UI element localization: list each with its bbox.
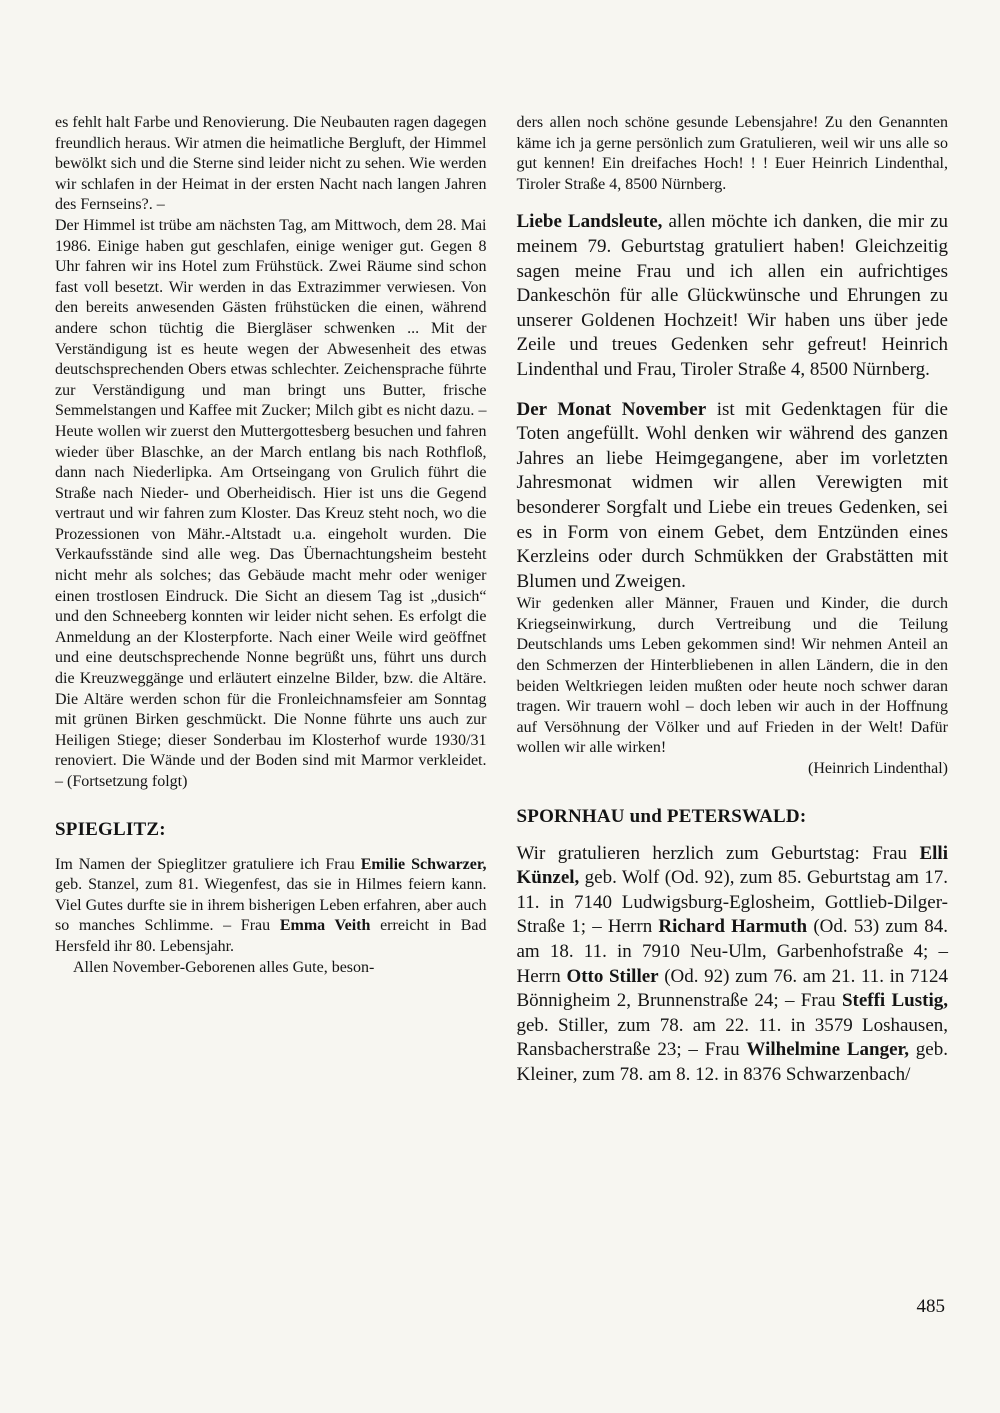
text-segment: (Od. 53) zum 84. am 18. 11. in 7910 Neu-Ulm, Garbenhofstraße 4; – Herrn: [516, 916, 948, 987]
section-heading-spornhau: SPORNHAU und PETERSWALD:: [516, 805, 807, 827]
person-name: Emma Veith: [279, 917, 371, 935]
person-name: Steffi Lustig,: [841, 990, 948, 1012]
text-segment: geb. Stiller, zum 78. am 22. 11. in 3579 Loshausen, Ransbacherstraße 23; – Frau: [516, 1014, 948, 1061]
person-name: Otto Stiller: [566, 965, 659, 987]
paragraph-continuation: [517, 113, 949, 195]
text-segment: allen möchte ich danken, die mir zu meinem 79. Geburtstag gratuliert haben! Gleichzeitig sagen meine Frau und ich allen ein aufrichtiges Dankeschön für alle Glückwünsche und Ehrungen zu unserer Goldenen Hochzeit! Wir haben uns über jede Zeile und treues Gedenken sehr gefreut! Heinrich Lindenthal und Frau, Tiroler Straße 4, 8500 Nürnberg.: [516, 211, 948, 380]
text-segment: geb. Stanzel, zum 81. Wiegenfest, das sie in Hilmes feiern kann. Viel Gutes durfte sie in ihrem bisherigen Leben erfahren, aber auch so manches Schlimme. – Frau: [55, 876, 487, 935]
text-segment: Der Himmel ist trübe am nächsten Tag, am Mittwoch, dem 28. Mai 1986. Einige haben gut geschlafen, einige weniger gut. Gegen 8 Uhr fahren wir ins Hotel zum Frühstück. Zwei Räume sind schon fast voll besetzt. Wir werden in das Extrazimmer verwiesen. Von den bereits anwesenden Gästen frühstücken die einen, während andere schon tüchtig die Biergläser schwenken ... Mit der Verständigung ist es heute wegen der Abwesenheit des etwas deutschsprechenden Obers etwas schlechter. Zeichensprache führte zur Verständigung und man bringt uns Butter, frische Semmelstangen und Kaffee mit Zucker; Milch gibt es nicht dazu. – Heute wollen wir zuerst den Muttergottesberg besuchen und fahren wieder über Blaschke, an der March entlang bis nach Rothfloß, dann nach Niederlipka. Am Ortseingang von Grulich führt die Straße nach Nieder- und Oberheidisch. Hier ist uns die Gegend vertraut und wir fahren zum Kloster. Das Kreuz steht noch, wo die Prozessionen von Mähr.-Altstadt u.a. eingeholt wurden. Die Verkaufsstände sind alle weg. Das Übernachtungsheim besteht nicht mehr als solches; das Gebäude macht mehr oder weniger einen trostlosen Eindruck. Die Sicht an diesem Tag ist „dusich“ und den Schneeberg konnten wir leider nicht sehen. Es erfolgt die Anmeldung an der Klosterpforte. Nach einer Weile wird geöffnet und eine deutschsprechende Nonne begrüßt uns, führt uns durch die Kreuzweggänge und erläutert einzelne Bilder, bzw. die Altäre. Die Altäre werden schon für die Fronleichnamsfeier am Sonntag mit grünen Birken geschmückt. Die Nonne führte uns auch zur Heiligen Stiege; dieser Sonderbau im Klosterhof wurde 1930/31 renoviert. Die Wände und der Boden sind mit Marmor verkleidet. – (Fortsetzung folgt): [55, 216, 487, 790]
right-column: [517, 113, 949, 1088]
lead-in-bold: Der Monat November: [516, 398, 707, 420]
person-name: Richard Harmuth: [658, 916, 808, 938]
paragraph-spornhau-birthdays: [517, 842, 949, 1088]
text-segment: Wir gratulieren herzlich zum Geburtstag: Frau: [516, 842, 920, 864]
text-segment: Allen November-Geborenen alles Gute, beson-: [73, 958, 375, 976]
page-number: 485: [916, 1296, 945, 1317]
text-segment: geb. Kleiner, zum 78. am 8. 12. in 8376 Schwarzenbach/: [516, 1039, 948, 1085]
lead-in-bold: Liebe Landsleute,: [516, 211, 663, 233]
paragraph-gedenken: [517, 594, 949, 759]
paragraph-landsleute: [517, 210, 949, 382]
signature-line: (Heinrich Lindenthal): [808, 760, 948, 778]
paragraph-spieglitz: [55, 855, 487, 958]
paragraph-travel-intro: [55, 113, 487, 216]
section-heading-spieglitz: SPIEGLITZ:: [55, 818, 166, 840]
paragraph-november-geborene: [55, 958, 487, 979]
person-name: Emilie Schwarzer,: [360, 855, 487, 873]
paragraph-travel-day: [55, 216, 487, 793]
text-segment: Wir gedenken aller Männer, Frauen und Kinder, die durch Kriegseinwirkung, durch Vertreibung und die Teilung Deutschlands ums Leben gekommen sind! Wir nehmen Anteil an den Schmerzen der Hinterbliebenen in allen Ländern, die in den beiden Weltkriegen leiden mußten oder heute noch schwer daran tragen. Wir trauern wohl – doch leben wir auch in der Hoffnung auf Versöhnung der Völker und auf Frieden in der Welt! Dafür wollen wir alle wirken!: [516, 595, 948, 757]
person-name: Elli Künzel,: [516, 842, 948, 889]
text-segment: Im Namen der Spieglitzer gratuliere ich Frau: [55, 855, 361, 873]
left-column: [55, 113, 487, 1088]
two-column-layout: [55, 113, 948, 1088]
paragraph-monat-november: [517, 398, 949, 595]
person-name: Wilhelmine Langer,: [746, 1039, 909, 1061]
text-segment: geb. Wolf (Od. 92), zum 85. Geburtstag am 17. 11. in 7140 Ludwigsburg-Eglosheim, Gottlieb-Dilger-Straße 1; – Herrn: [516, 867, 948, 938]
text-segment: erreicht in Bad Hersfeld ihr 80. Lebensjahr.: [55, 917, 487, 955]
text-segment: ist mit Gedenktagen für die Toten angefüllt. Wohl denken wir während des ganzen Jahres an liebe Heimgegangene, aber im vorletzten Jahresmonat widmen wir allen Verewigten mit besonderer Sorgfalt und Liebe ein treues Gedenken, sei es in Form von einem Gebet, dem Entzünden eines Kerzleins oder durch Schmükken der Grabstätten mit Blumen und Zweigen.: [516, 398, 948, 592]
text-segment: es fehlt halt Farbe und Renovierung. Die Neubauten ragen dagegen freundlich heraus. Wir atmen die heimatliche Bergluft, der Himmel bewölkt sich und die Sterne sind leider nicht zu sehen. Wie werden wir schlafen in der Heimat in der ersten Nacht nach langen Jahren des Fernseins?. –: [55, 114, 487, 214]
text-segment: (Od. 92) zum 76. am 21. 11. in 7124 Bönnigheim 2, Brunnenstraße 24; – Frau: [516, 965, 949, 1012]
text-segment: ders allen noch schöne gesunde Lebensjahre! Zu den Genannten käme ich ja gerne persönlich zum Gratulieren, weil wir uns alle so gut kennen! Ein dreifaches Hoch! ! ! Euer Heinrich Lindenthal, Tiroler Straße 4, 8500 Nürnberg.: [516, 114, 948, 193]
